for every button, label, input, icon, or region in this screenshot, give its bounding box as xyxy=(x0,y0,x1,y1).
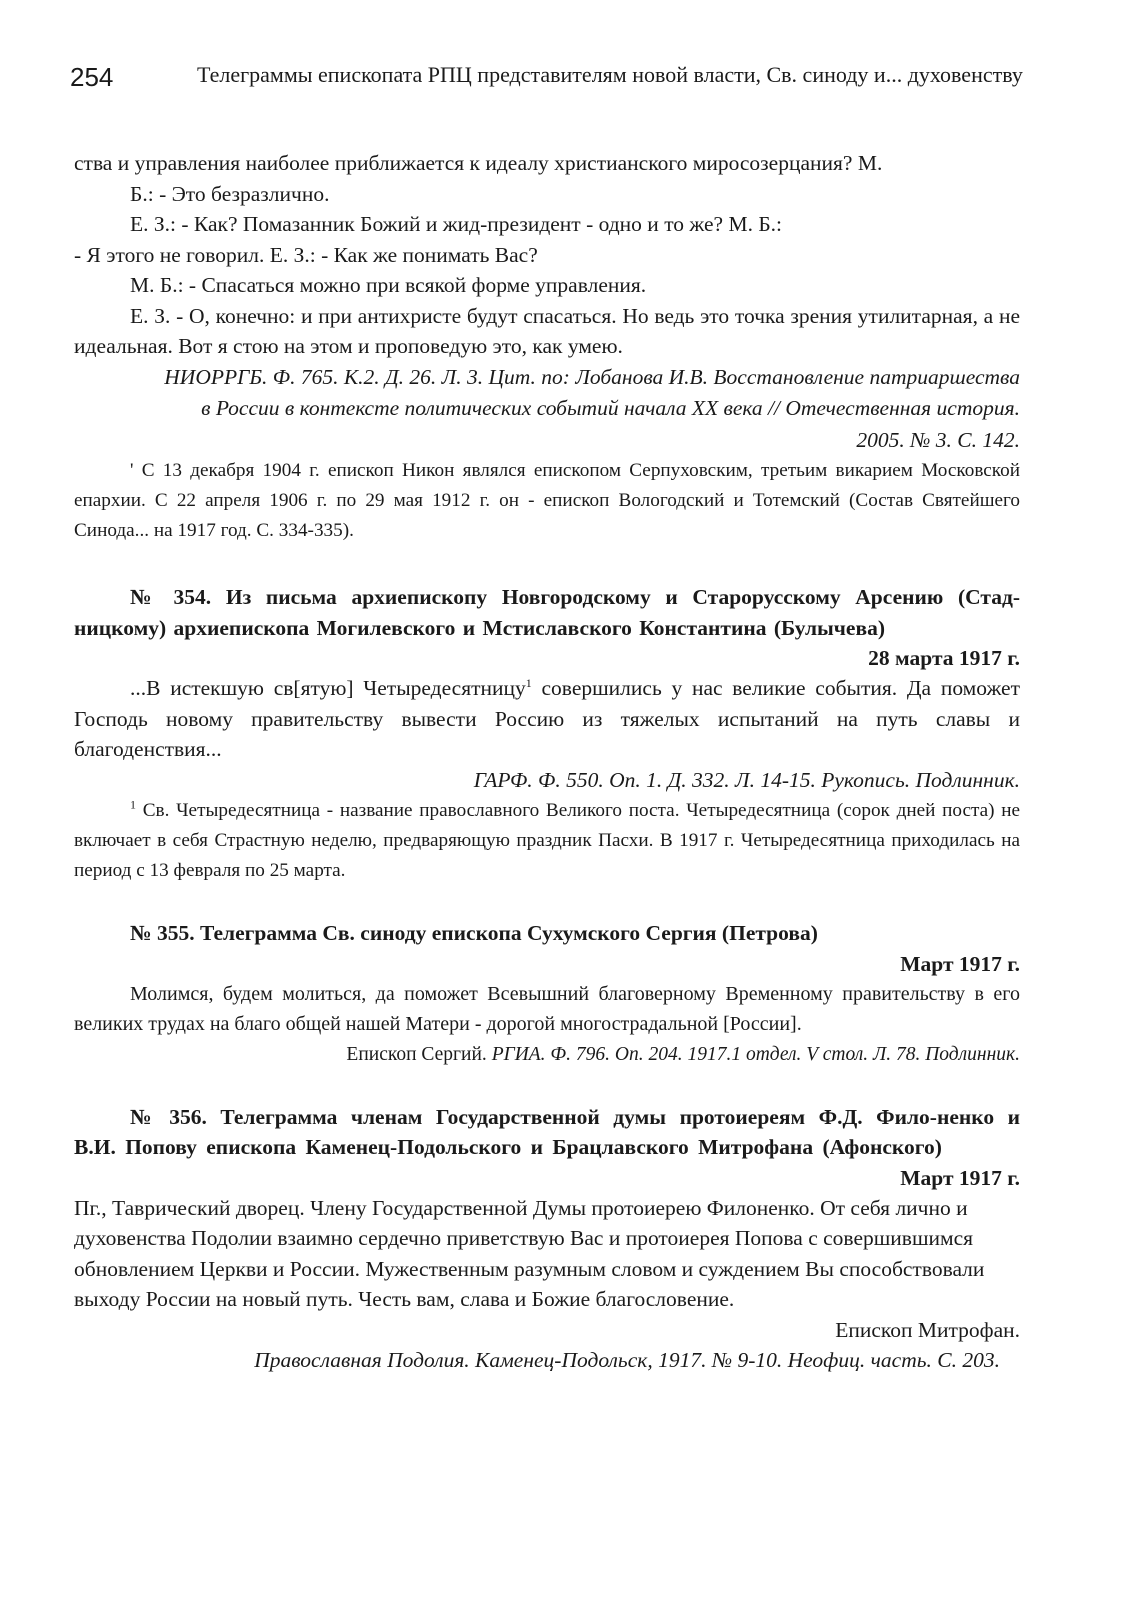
document-title: № 355. Телеграмма Св. синоду епископа Сухумского Сергия (Петрова) xyxy=(130,921,818,945)
page-header xyxy=(70,58,1060,98)
signature: Епископ Сергий. xyxy=(346,1043,487,1065)
document-date: Март 1917 г. xyxy=(900,1165,1020,1190)
dialogue-line: - Я этого не говорил. Е. З.: - Как же понимать Вас? xyxy=(74,242,538,267)
source-citation: Православная Подолия. Каменец-Подольск, 1917. № 9-10. Неофиц. часть. С. 203. xyxy=(254,1347,1000,1372)
dialogue-line: Е. З.: - Как? Помазанник Божий и жид-президент - одно и то же? М. Б.: xyxy=(130,212,783,236)
footnote-ref: 1 xyxy=(525,675,532,690)
source-citation: НИОРРГБ. Ф. 765. К.2. Д. 26. Л. 3. Цит. по: Лобанова И.В. Восстановление патриаршества в России в контексте политических событий начала XX века // Отечественная история. 2005. № 3. С. 142. xyxy=(164,364,1020,452)
dialogue-line: Б.: - Это безразлично. xyxy=(130,181,330,206)
source-citation: РГИА. Ф. 796. Оп. 204. 1917.1 отдел. V стол. Л. 78. Подлинник. xyxy=(491,1043,1020,1065)
dialogue-line: М. Б.: - Спасаться можно при всякой форме управления. xyxy=(130,273,647,297)
page-content xyxy=(74,148,1020,1376)
document-text: ...В истекшую св[ятую] Четыредесятницу$^1$ совершились у нас великие события. Да поможет Господь новому правительству вывести Россию из тяжелых испытаний на путь славы и благоденствия... xyxy=(74,675,1020,761)
dialogue-line: Е. З. - О, конечно: и при антихристе будут спасаться. Но ведь это точка зрения утилитарная, а не идеальная. Вот я стою на этом и проповедую это, как умею. xyxy=(74,303,1020,358)
document-title: № 356. Телеграмма членам Государственной думы протоиереям Ф.Д. Фило-ненко и В.И. Попову епископа Каменец-Подольского и Брацлавского Митрофана (Афонского) xyxy=(74,1104,1020,1159)
dialogue-line: ства и управления наиболее приближается к идеалу христианского миросозерцания? М. xyxy=(74,151,883,175)
source-citation: ГАРФ. Ф. 550. Оп. 1. Д. 332. Л. 14-15. Рукопись. Подлинник. xyxy=(473,767,1020,792)
running-title: Телеграммы епископата РПЦ представителям новой власти, Св. синоду и... духовенству xyxy=(197,62,1023,87)
document-title: № 354. Из письма архиепископу Новгородскому и Старорусскому Арсению (Стад-ницкому) архиепископа Могилевского и Мстиславского Константина (Булычева) xyxy=(74,585,1020,640)
document-date: Март 1917 г. xyxy=(900,951,1020,976)
page-number: 254 xyxy=(70,62,114,92)
document-text: Молимся, будем молиться, да поможет Всевышний благоверному Временному правительству в его великих трудах на благо общей нашей Матери - дорогой многострадальной [России]. xyxy=(74,982,1020,1035)
signature-source xyxy=(74,1040,1020,1070)
footnote: ' С 13 декабря 1904 г. епископ Никон являлся епископом Серпуховским, третьим викарием Московской епархии. С 22 апреля 1906 г. по 29 мая 1912 г. он - епископ Вологодский и Тотемский (Состав Святейшего Синода... на 1917 год. С. 334-335). xyxy=(74,460,1020,541)
signature: Епископ Митрофан. xyxy=(835,1317,1020,1342)
document-date: 28 марта 1917 г. xyxy=(868,646,1020,670)
document-text: Пг., Таврический дворец. Члену Государственной Думы протоиерею Филоненко. От себя лично и духовенства Подолии взаимно сердечно приветствую Вас и протоиерея Попова с совершившимся обновлением Церкви и России. Мужественным разумным словом и суждением Вы способствовали выходу России на новый путь. Честь вам, слава и Божие благословение. xyxy=(74,1195,985,1311)
footnote-mark: 1 xyxy=(130,797,136,812)
footnote: $^1$ Св. Четыредесятница - название православного Великого поста. Четыредесятница (сорок дней поста) не включает в себя Страстную неделю, предваряющую праздник Пасхи. В 1917 г. Четыредесятница приходилась на период с 13 февраля по 25 марта. xyxy=(74,797,1020,881)
